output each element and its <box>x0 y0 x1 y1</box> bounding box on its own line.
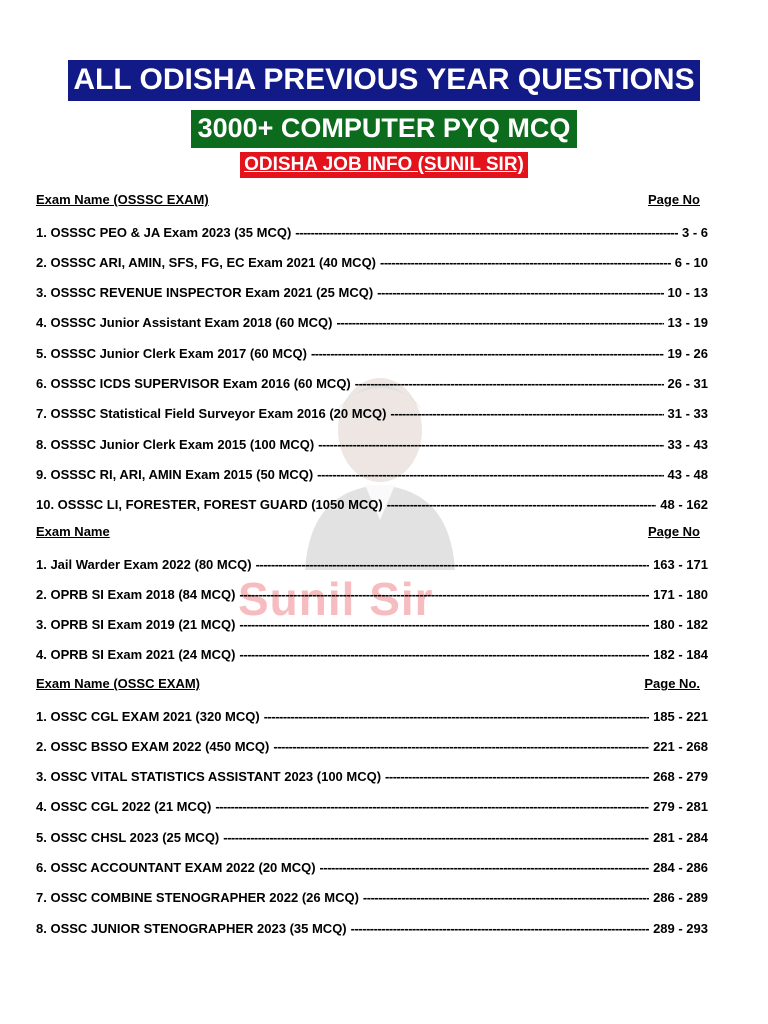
exam-name: 1. OSSC CGL EXAM 2021 (320 MCQ) <box>36 708 260 724</box>
channel-name: ODISHA JOB INFO (SUNIL SIR) <box>240 152 528 178</box>
index-entry <box>36 404 708 424</box>
exam-name: 3. OSSSC REVENUE INSPECTOR Exam 2021 (25 MCQ) <box>36 285 374 301</box>
leader-dashes <box>363 890 649 905</box>
exam-name: 6. OSSC ACCOUNTANT EXAM 2022 (20 MCQ) <box>36 860 316 875</box>
leader-dashes <box>239 647 649 662</box>
index-entry <box>36 645 708 665</box>
index-entry <box>36 495 708 515</box>
leader-dashes <box>215 799 649 814</box>
page-range: 289 - 293 <box>653 920 708 936</box>
leader-dashes <box>264 709 649 724</box>
page-range: 10 - 13 <box>667 285 708 301</box>
page-range: 3 - 6 <box>681 224 708 240</box>
leader-dashes <box>390 406 663 421</box>
page-title: ALL ODISHA PREVIOUS YEAR QUESTIONS <box>68 60 699 101</box>
page-range: 33 - 43 <box>667 436 708 452</box>
page-range: 284 - 286 <box>653 860 708 875</box>
exam-name: 8. OSSSC Junior Clerk Exam 2015 (100 MCQ) <box>36 436 315 452</box>
section-title: Exam Name (OSSC EXAM) <box>36 676 200 691</box>
exam-name: 1. Jail Warder Exam 2022 (80 MCQ) <box>36 556 252 572</box>
subtitle-banner <box>0 110 768 148</box>
page-column-header: Page No <box>647 524 700 539</box>
index-entry <box>36 343 708 363</box>
page-range: 279 - 281 <box>653 799 708 815</box>
page-range: 286 - 289 <box>653 890 708 906</box>
leader-dashes <box>351 921 649 936</box>
leader-dashes <box>295 225 678 240</box>
exam-name: 8. OSSC JUNIOR STENOGRAPHER 2023 (35 MCQ) <box>36 920 347 936</box>
section-header <box>36 676 708 696</box>
leader-dashes <box>355 376 664 391</box>
page-range: 19 - 26 <box>667 345 708 361</box>
section-title: Exam Name (OSSSC EXAM) <box>36 192 209 207</box>
leader-dashes <box>336 315 663 330</box>
leader-dashes <box>223 830 649 845</box>
page-range: 31 - 33 <box>667 406 708 422</box>
index-entry <box>36 554 708 574</box>
exam-name: 7. OSSSC Statistical Field Surveyor Exam 2016 (20 MCQ) <box>36 406 387 422</box>
leader-dashes <box>385 769 649 784</box>
exam-name: 9. OSSSC RI, ARI, AMIN Exam 2015 (50 MCQ) <box>36 466 314 482</box>
index-entry <box>36 918 708 938</box>
leader-dashes <box>320 860 650 875</box>
index-entry <box>36 283 708 303</box>
page-range: 180 - 182 <box>653 617 708 633</box>
index-entry <box>36 858 708 878</box>
section-header <box>36 192 708 212</box>
exam-name: 3. OSSC VITAL STATISTICS ASSISTANT 2023 (100 MCQ) <box>36 769 382 785</box>
index-entry <box>36 434 708 454</box>
index-entry <box>36 827 708 847</box>
page-range: 268 - 279 <box>653 769 708 785</box>
page-column-header: Page No. <box>644 676 700 691</box>
index-entry <box>36 313 708 333</box>
watermark-text: Sunil Sir <box>238 573 434 625</box>
page-range: 48 - 162 <box>660 497 708 513</box>
index-entry <box>36 706 708 726</box>
exam-name: 4. OPRB SI Exam 2021 (24 MCQ) <box>36 647 236 663</box>
index-entry <box>36 222 708 242</box>
leader-dashes <box>317 467 663 482</box>
exam-name: 5. OSSC CHSL 2023 (25 MCQ) <box>36 829 220 845</box>
leader-dashes <box>239 617 649 632</box>
page-column-header: Page No <box>647 192 700 207</box>
leader-dashes <box>387 497 657 512</box>
index-entry <box>36 464 708 484</box>
exam-name: 7. OSSC COMBINE STENOGRAPHER 2022 (26 MCQ) <box>36 890 359 906</box>
exam-name: 4. OSSC CGL 2022 (21 MCQ) <box>36 799 212 815</box>
index-entry <box>36 584 708 604</box>
exam-name: 6. OSSSC ICDS SUPERVISOR Exam 2016 (60 MCQ) <box>36 376 351 391</box>
page-range: 281 - 284 <box>653 829 708 845</box>
index-entry <box>36 374 708 394</box>
exam-name: 1. OSSSC PEO & JA Exam 2023 (35 MCQ) <box>36 224 292 240</box>
leader-dashes <box>239 587 649 602</box>
leader-dashes <box>380 255 671 270</box>
section-title: Exam Name <box>36 524 110 539</box>
page-range: 185 - 221 <box>653 708 708 724</box>
exam-name: 2. OSSSC ARI, AMIN, SFS, FG, EC Exam 2021 (40 MCQ) <box>36 254 377 270</box>
channel-banner <box>0 152 768 178</box>
page-range: 182 - 184 <box>653 647 708 663</box>
index-entry <box>36 767 708 787</box>
page-range: 13 - 19 <box>667 315 708 331</box>
exam-name: 10. OSSSC LI, FORESTER, FOREST GUARD (1050 MCQ) <box>36 497 383 513</box>
index-entry <box>36 252 708 272</box>
exam-name: 4. OSSSC Junior Assistant Exam 2018 (60 MCQ) <box>36 315 333 331</box>
page-range: 6 - 10 <box>674 254 708 270</box>
exam-name: 3. OPRB SI Exam 2019 (21 MCQ) <box>36 617 236 633</box>
exam-name: 2. OSSC BSSO EXAM 2022 (450 MCQ) <box>36 738 270 754</box>
exam-name: 5. OSSSC Junior Clerk Exam 2017 (60 MCQ) <box>36 345 307 361</box>
leader-dashes <box>273 739 649 754</box>
index-entry <box>36 615 708 635</box>
page-range: 221 - 268 <box>653 738 708 754</box>
index-entry <box>36 797 708 817</box>
page-range: 171 - 180 <box>653 586 708 602</box>
section-header <box>36 524 708 544</box>
page-range: 26 - 31 <box>667 376 708 391</box>
index-entry <box>36 888 708 908</box>
leader-dashes <box>256 557 650 572</box>
page-range: 163 - 171 <box>653 556 708 572</box>
page-subtitle: 3000+ COMPUTER PYQ MCQ <box>191 110 578 148</box>
leader-dashes <box>377 285 663 300</box>
leader-dashes <box>311 346 664 361</box>
title-banner <box>0 60 768 101</box>
index-entry <box>36 736 708 756</box>
leader-dashes <box>318 437 663 452</box>
exam-name: 2. OPRB SI Exam 2018 (84 MCQ) <box>36 586 236 602</box>
page-range: 43 - 48 <box>667 466 708 482</box>
